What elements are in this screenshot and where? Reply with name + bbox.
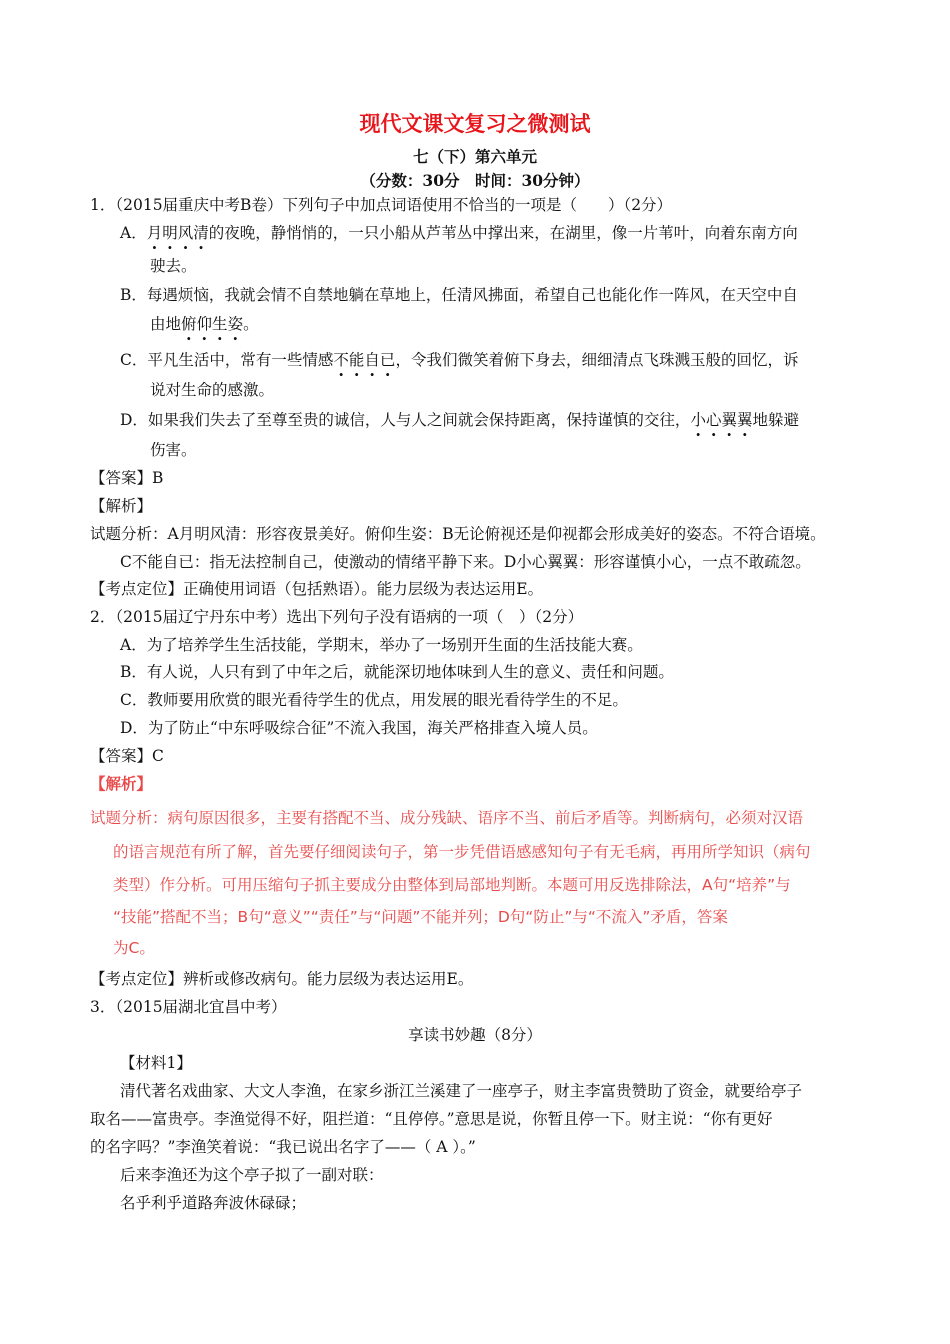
q3-paragraph-line2: 取名——富贵亭。李渔觉得不好，阻拦道：“且停停。”意思是说，你暂且停一下。财主说：“你有更好 [90, 1110, 773, 1128]
q3-section-title: 享读书妙趣（8分） [408, 1026, 542, 1044]
q2-analysis-line2: 的语言规范有所了解，首先要仔细阅读句子，第一步凭借语感感知句子有无毛病，再用所学知识（病句 [113, 843, 811, 861]
q2-analysis-line1: 试题分析：病句原因很多，主要有搭配不当、成分残缺、语序不当、前后矛盾等。判断病句，必须对汉语 [90, 809, 804, 827]
score-time-info: （分数：30分 时间：30分钟） [360, 171, 590, 190]
q2-analysis-line4: “技能”搭配不当；B句“意义”“责任”与“问题”不能并列；D句“防止”与“不流入”矛盾，答案 [113, 908, 728, 926]
unit-subtitle: 七（下）第六单元 [412, 147, 537, 166]
q2-option-b: B．有人说，人只有到了中年之后，就能深切地体味到人生的意义、责任和问题。 [120, 663, 674, 681]
q2-answer: 【答案】C [90, 747, 164, 765]
q3-paragraph-line1: 清代著名戏曲家、大文人李渔，在家乡浙江兰溪建了一座亭子，财主李富贵赞助了资金，就要给亭子 [120, 1082, 803, 1100]
q2-exam-point: 【考点定位】辨析或修改病句。能力层级为表达运用E。 [90, 970, 474, 988]
q1-option-a-line1: A．月明风清的夜晚，静悄悄的，一只小船从芦苇丛中撑出来，在湖里，像一片苇叶，向着东南方向 [120, 224, 798, 242]
q1-stem: 1．（2015届重庆中考B卷）下列句子中加点词语使用不恰当的一项是（ ）（2分） [90, 196, 673, 214]
q1-analysis-line1: 试题分析：A月明风清：形容夜景美好。俯仰生姿：B无论俯视还是仰视都会形成美好的姿态。不符合语境。 [90, 525, 826, 543]
q2-option-d: D．为了防止“中东呼吸综合征”不流入我国，海关严格排查入境人员。 [120, 719, 598, 737]
q1-option-b-line2: 由地俯仰生姿。 [150, 315, 259, 333]
q1-option-b-line1: B．每遇烦恼，我就会情不自禁地躺在草地上，任清风拂面，希望自己也能化作一阵风，在天空中自 [120, 286, 798, 304]
q3-stem: 3．（2015届湖北宜昌中考） [90, 998, 287, 1016]
page-title: 现代文课文复习之微测试 [359, 112, 591, 136]
q2-option-c: C．教师要用欣赏的眼光看待学生的优点，用发展的眼光看待学生的不足。 [120, 691, 628, 709]
q3-paragraph-line4: 后来李渔还为这个亭子拟了一副对联： [120, 1166, 384, 1184]
q3-couplet-line1: 名乎利乎道路奔波休碌碌； [120, 1194, 307, 1212]
q2-stem: 2．（2015届辽宁丹东中考）选出下列句子没有语病的一项（ ）（2分） [90, 608, 584, 626]
q1-option-d-line1: D．如果我们失去了至尊至贵的诚信，人与人之间就会保持距离，保持谨慎的交往，小心翼翼地躲避 [120, 411, 800, 429]
q1-option-c-line2: 说对生命的感激。 [150, 381, 275, 399]
q1-option-d-line2: 伤害。 [150, 441, 197, 459]
q3-material-label: 【材料1】 [120, 1054, 192, 1072]
q1-option-c-line1: C．平凡生活中，常有一些情感不能自已，令我们微笑着俯下身去，细细清点飞珠溅玉般的回忆，诉 [120, 351, 799, 369]
q2-analysis-line3: 类型）作分析。可用压缩句子抓主要成分由整体到局部地判断。本题可用反选排除法，A句“培养”与 [113, 876, 791, 894]
q1-analysis-line2: C不能自已：指无法控制自己，使激动的情绪平静下来。D小心翼翼：形容谨慎小心，一点不敢疏忽。 [120, 553, 811, 571]
q2-analysis-label: 【解析】 [90, 775, 153, 793]
q2-option-a: A．为了培养学生生活技能，学期末，举办了一场别开生面的生活技能大赛。 [120, 636, 643, 654]
q1-option-a-line2: 驶去。 [150, 257, 197, 275]
q1-exam-point: 【考点定位】正确使用词语（包括熟语）。能力层级为表达运用E。 [90, 580, 544, 598]
q1-analysis-label: 【解析】 [90, 497, 153, 515]
q3-paragraph-line3: 的名字吗？”李渔笑着说：“我已说出名字了——（ A ）。” [90, 1138, 476, 1156]
q1-answer: 【答案】B [90, 469, 164, 487]
q2-analysis-line5: 为C。 [113, 939, 155, 957]
